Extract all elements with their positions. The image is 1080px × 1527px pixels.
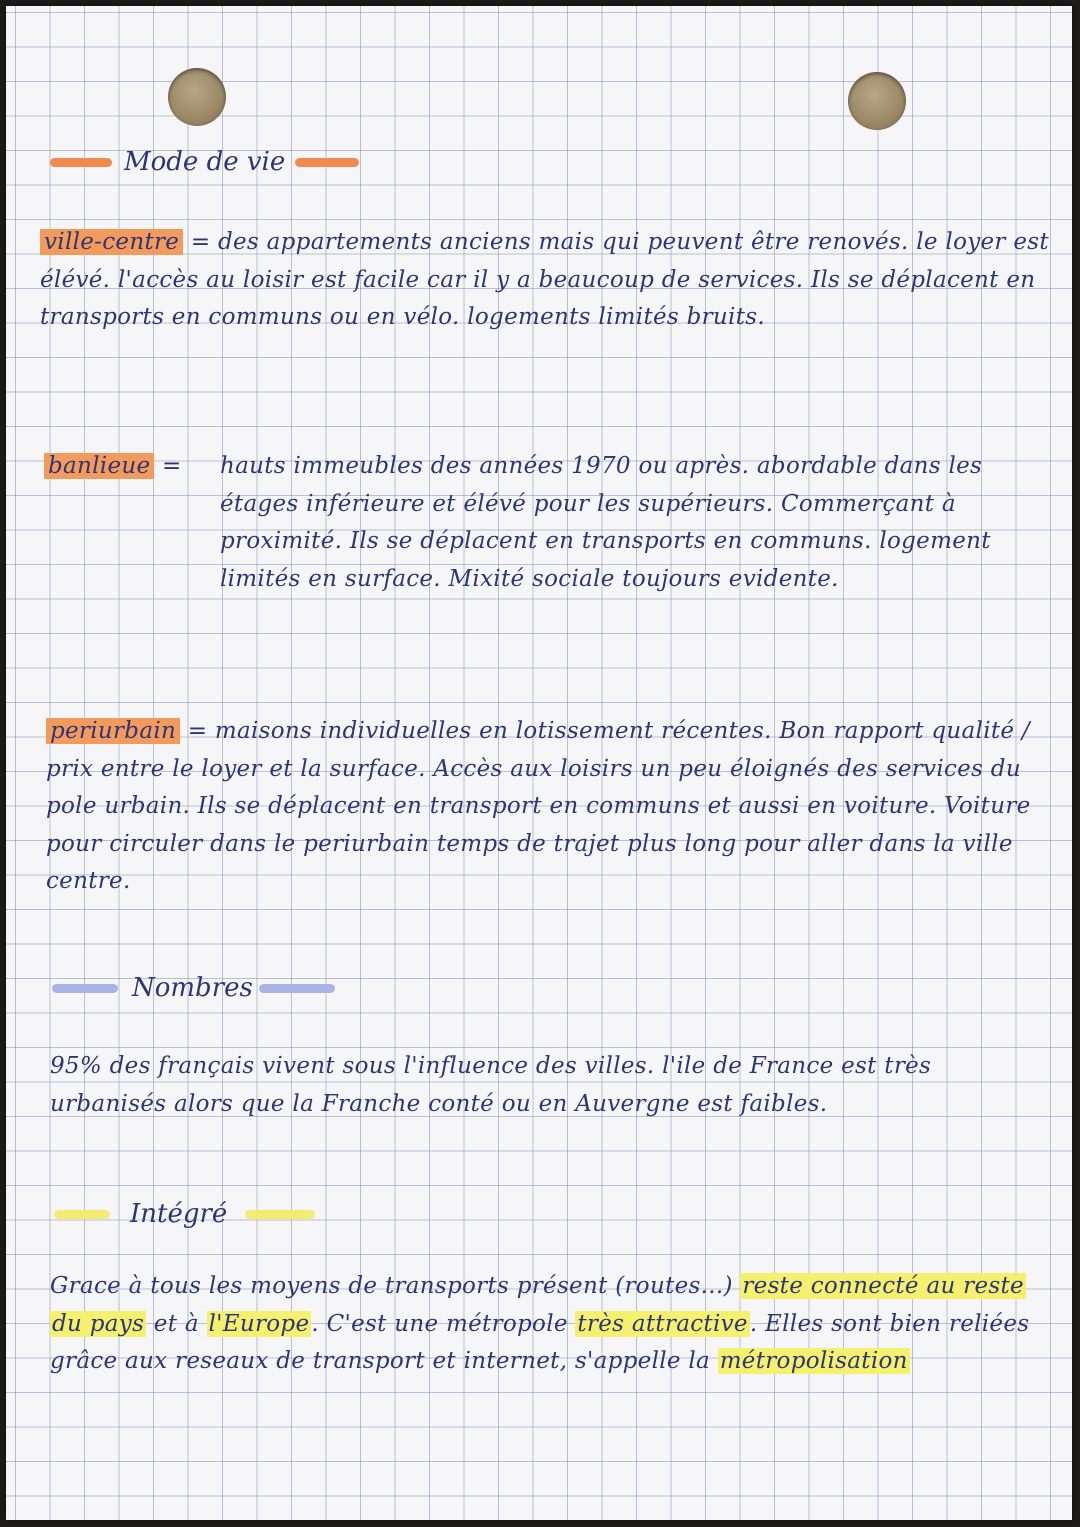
paragraph-periurbain	[46, 713, 1056, 901]
heading-marker-right	[245, 1210, 315, 1219]
punch-hole-right	[848, 72, 906, 130]
heading-mode-de-vie	[50, 142, 359, 182]
notebook-page	[6, 6, 1072, 1520]
ville-centre-text: des appartements anciens mais qui peuvent être renovés. le loyer est élévé. l'accès au loisir est facile car il y a beaucoup de services. Ils se déplacent en transports en communs ou en vélo. logements limités bruits.	[40, 229, 1049, 330]
punch-hole-left	[168, 68, 226, 126]
term-banlieue-wrap	[44, 448, 220, 486]
nombres-text: 95% des français vivent sous l'influence des villes. l'ile de France est très urbanisés alors que la Franche conté ou en Auvergne est faibles.	[50, 1053, 932, 1117]
term-ville-centre: ville-centre	[40, 229, 183, 255]
periurbain-text: maisons individuelles en lotissement récentes. Bon rapport qualité / prix entre le loyer et la surface. Accès aux loisirs un peu éloignés des services du pole urbain. Ils se déplacent en transport en communs et aussi en voiture. Voiture pour circuler dans le periurbain temps de trajet plus long pour aller dans la ville centre.	[46, 718, 1031, 894]
integre-text: . C'est une métropole	[311, 1310, 576, 1337]
term-periurbain: periurbain	[46, 718, 180, 744]
term-separator: =	[154, 453, 182, 479]
integre-text: . Elles sont bien reliées grâce aux reseaux de transport et internet, s'appelle la	[50, 1310, 1030, 1374]
term-separator: =	[180, 718, 215, 744]
integre-line1: Grace à tous les moyens de transports présent (routes...)	[50, 1273, 733, 1299]
term-banlieue: banlieue	[44, 453, 154, 479]
heading-marker-left	[50, 158, 112, 167]
heading-integre	[54, 1194, 315, 1234]
term-separator: =	[183, 229, 218, 255]
paragraph-nombres	[50, 1048, 1050, 1123]
integre-text: et à	[146, 1310, 207, 1337]
heading-title: Intégré	[130, 1199, 228, 1229]
heading-marker-right	[259, 984, 335, 993]
heading-title: Nombres	[132, 973, 253, 1003]
heading-marker-left	[52, 984, 118, 993]
paragraph-integre	[50, 1268, 1060, 1381]
banlieue-text: hauts immeubles des années 1970 ou après. abordable dans les étages inférieure et élévé pour les supérieurs. Commerçant à proximité. Ils se déplacent en transports en communs. logement limités en surface. Mixité sociale toujours evidente.	[220, 453, 991, 592]
highlight-metropolisation: métropolisation	[719, 1348, 908, 1374]
highlight-tres-attractive: très attractive	[577, 1310, 748, 1337]
highlight-reste-connecte: reste connecté au reste	[742, 1273, 1024, 1299]
highlight-du-pays: du pays	[52, 1310, 145, 1337]
heading-marker-right	[295, 158, 359, 167]
heading-title: Mode de vie	[124, 147, 286, 177]
heading-marker-left	[54, 1210, 110, 1219]
highlight-europe: l'Europe	[208, 1310, 310, 1337]
paragraph-ville-centre	[40, 224, 1050, 337]
paragraph-banlieue	[220, 448, 1050, 598]
heading-nombres	[52, 968, 335, 1008]
